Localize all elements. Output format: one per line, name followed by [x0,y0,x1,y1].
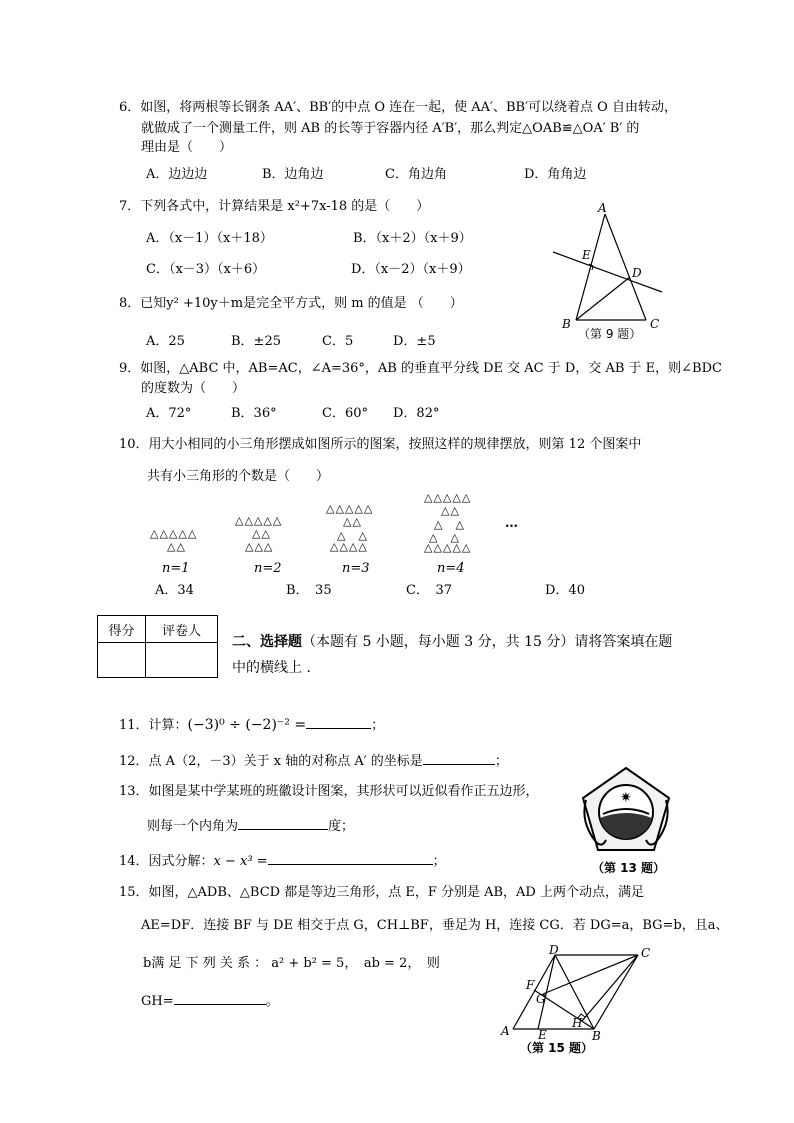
q10-pattern-2-row: △△△△△ [235,514,283,527]
q10-line1: 10．用大小相同的小三角形摆成如图所示的图案，按照这样的规律摆放，则第 12 个图案中 [119,437,642,452]
q10-ellipsis: … [505,516,518,531]
q10-pattern-2-row: △△△ [245,540,274,553]
q9-option-a: A．72° [146,406,192,421]
q12-text: 12．点 A（2，－3）关于 x 轴的对称点 A′ 的坐标是 [119,754,423,769]
q6-option-a: A．边边边 [146,167,208,182]
q10-pattern-3-row: △ △ [337,529,368,542]
q11-prefix: 11．计算： [119,718,188,733]
q10-option-a: A．34 [155,583,194,598]
q6-line2: 就做成了一个测量工件，则 AB 的长等于容器内径 A′B′，那么判定△OAB≌△OA′ B′ 的 [141,121,640,136]
q15-side-cb [594,955,638,1029]
q6-option-c: C．角边角 [385,167,447,182]
q10-pattern-1-label: n=1 [162,561,190,576]
q15-line4-text: GH= [141,994,174,1009]
q10-pattern-4-row: △△ [441,504,460,517]
q10-pattern-4-row: △ △ [434,518,465,531]
q13-line1: 13．如图是某中学某班的班徽设计图案，其形状可以近似看作正五边形， [119,784,539,799]
q9-label-b: B [562,317,571,331]
q7-stem: 7．下列各式中，计算结果是 x²+7x-18 的是（ ） [119,199,430,214]
q7-option-d: D．（x－2）（x＋9） [351,262,471,277]
q13-badge-figure [576,762,676,877]
q15-label-g: G [536,992,546,1006]
q10-option-b: B． 35 [286,583,332,598]
score-table [97,615,218,678]
q15-line1: 15．如图，△ADB、△BCD 都是等边三角形，点 E，F 分别是 AB，AD 上两个动点，满足 [119,885,644,900]
q9-line2: 的度数为（ ） [141,381,246,396]
q13-star-icon: ✷ [620,790,632,806]
q8-option-d: D．±5 [393,334,436,349]
section2-title: 二、选择题 [232,634,302,650]
q15-answer-blank[interactable] [174,990,266,1005]
q15-line3: b满 足 下 列 关 系 ： a² + b² = 5， ab = 2， 则 [143,956,440,971]
q15-figure [498,945,668,1060]
q8-option-c: C．5 [322,334,354,349]
q10-pattern-1-row: △△ [167,540,186,553]
q11-expression: (−3)⁰ ÷ (−2)⁻² = [187,717,307,733]
q15-label-c: C [641,946,651,960]
q12-suffix: ； [494,754,508,769]
q9-segment-bd [576,277,630,320]
q9-option-d: D．82° [393,406,440,421]
q15-line2: AE=DF．连接 BF 与 DE 相交于点 G，CH⊥BF，垂足为 H，连接 CG．若 DG=a，BG=b，且a、 [141,918,729,933]
grader-cell[interactable] [146,643,218,678]
q9-label-e: E [582,248,591,262]
q14-expression: x − x³ = [213,854,268,869]
q14-prefix: 14．因式分解： [119,854,214,869]
grader-header: 评卷人 [146,616,218,643]
q10-pattern-4-label: n=4 [437,561,465,576]
q11-suffix: ； [371,718,385,733]
section2-heading [232,633,672,651]
q11 [119,714,384,735]
q15-label-e: E [538,1028,547,1042]
q10-pattern-3-row: △△ [343,515,362,528]
q6-line3: 理由是（ ） [141,140,233,155]
q15-line4 [141,990,279,1011]
q9-label-a: A [598,201,607,215]
q10-pattern-3-row: △△△△ [330,540,368,553]
q10-pattern-4-row: △ △ [429,531,460,544]
section2-desc: （本题有 5 小题，每小题 3 分，共 15 分）请将答案填在题 [302,634,673,650]
score-cell[interactable] [98,643,146,678]
q10-pattern-1-row: △△△△△ [150,527,198,540]
q15-segment-cg [543,955,638,994]
q7-option-b: B．（x＋2）（x＋9） [353,231,472,246]
q15-label-d: D [549,943,559,957]
q13-caption: （第 13 题） [592,861,666,875]
q14-answer-blank[interactable] [268,850,433,865]
q15-segment-ch [582,955,638,1021]
q10-pattern-2-row: △△ [252,527,271,540]
q10-pattern-4-row: △△△△△ [424,491,472,504]
q15-label-h: H [572,1016,583,1030]
q10-pattern-2-label: n=2 [254,561,282,576]
q10-pattern-3-row: △△△△△ [326,502,374,515]
q10-line2: 共有小三角形的个数是（ ） [147,469,330,484]
q6-line1: 6．如图，将两根等长钢条 AA′、BB′的中点 O 连在一起，使 AA′、BB′可以绕着点 O 自由转动， [119,100,677,115]
q7-option-c: C．（x－3）（x＋6） [146,262,266,277]
q15-caption: （第 15 题） [520,1041,594,1055]
q15-label-f: F [526,978,535,992]
q10-option-c: C． 37 [406,583,452,598]
q13-line2-text: 则每一个内角为 [147,819,239,834]
q14-suffix: ； [432,854,446,869]
q14 [119,850,446,871]
q13-suffix: 度； [328,819,355,834]
q15-label-a: A [501,1024,510,1038]
q9-label-d: D [632,266,642,280]
q8-option-b: B．±25 [231,334,281,349]
q7-option-a: A．（x－1）（x＋18） [146,231,273,246]
q9-caption: （第 9 题） [578,327,642,341]
q11-answer-blank[interactable] [306,714,371,729]
q9-option-b: B．36° [231,406,277,421]
q8-option-a: A．25 [146,334,185,349]
score-header: 得分 [98,616,146,643]
q10-pattern-4-row: △△△△△ [424,541,472,554]
q9-option-c: C．60° [322,406,368,421]
q12-answer-blank[interactable] [423,750,495,765]
q13-line2 [147,815,354,836]
q9-line1: 9．如图，△ABC 中，AB=AC，∠A=36°，AB 的垂直平分线 DE 交 AC 于 D，交 AB 于 E，则∠BDC [119,361,722,376]
q6-option-b: B．边角边 [262,167,324,182]
q8-stem: 8．已知y² +10y＋m是完全平方式，则 m 的值是 （ ） [119,296,463,311]
q9-line-de [553,252,662,292]
q10-pattern-3-label: n=3 [342,561,370,576]
q15-label-b: B [592,1029,601,1043]
q13-answer-blank[interactable] [238,815,328,830]
q9-side-ab [576,214,605,320]
q9-label-c: C [650,317,660,331]
q12 [119,750,508,771]
q9-figure [548,200,678,340]
q6-option-d: D．角角边 [524,167,587,182]
section2-desc2: 中的横线上 . [232,660,311,676]
q10-option-d: D．40 [545,583,585,598]
q15-suffix: 。 [265,994,279,1009]
